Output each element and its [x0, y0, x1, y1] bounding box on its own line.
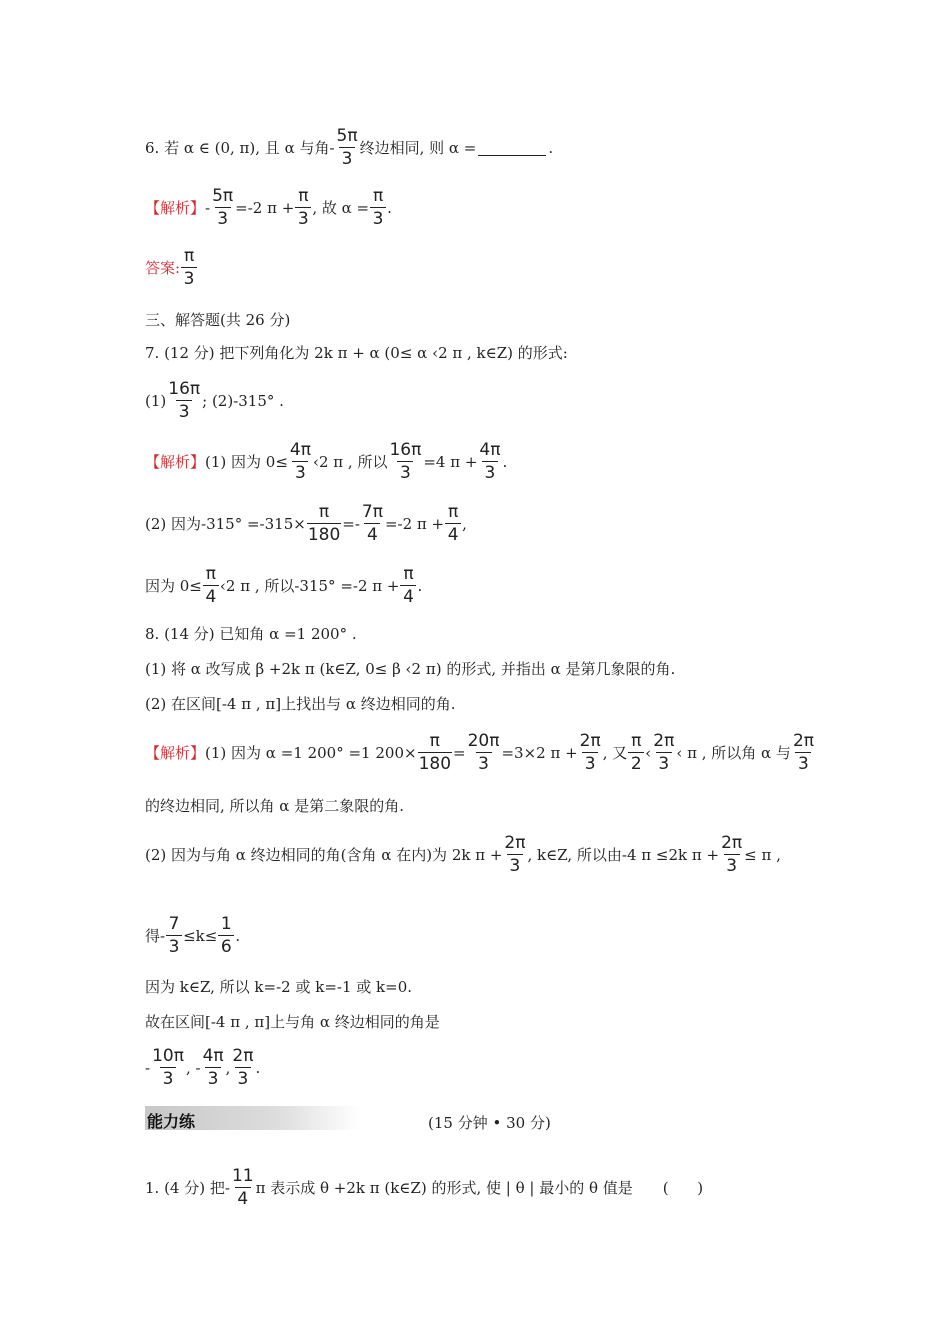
fraction	[467, 733, 501, 773]
text: ≤k≤	[183, 926, 218, 945]
text: , 故 α =	[312, 198, 370, 217]
frac-num: 4π	[479, 440, 501, 460]
analysis-tag: 【解析】	[145, 198, 206, 217]
frac-num: 11	[231, 1166, 254, 1186]
fraction	[445, 504, 461, 544]
q6-answer-blank	[478, 141, 546, 156]
frac-den: 4	[203, 585, 219, 606]
frac-den: 3	[215, 207, 231, 228]
frac-den: 3	[582, 752, 598, 773]
fraction	[289, 442, 312, 482]
frac-num: 4π	[202, 1046, 224, 1066]
q6-answer	[145, 248, 198, 288]
fraction	[202, 1048, 225, 1088]
q7-stem: 7. (12 分) 把下列角化为 2k π + α (0≤ α ‹2 π , k∈Z) 的形式:	[145, 344, 568, 362]
q8-analysis-2	[145, 835, 781, 875]
text: ‹2 π , 所以-315° =-2 π +	[219, 576, 400, 595]
fraction	[418, 733, 452, 773]
frac-den: 3	[724, 854, 740, 875]
analysis-tag: 【解析】	[145, 743, 206, 762]
frac-num: 5π	[212, 186, 234, 206]
text: ‹	[645, 743, 652, 762]
frac-num: π	[631, 731, 642, 751]
q7-parts	[145, 381, 284, 421]
text: 因为 0≤	[145, 576, 202, 595]
frac-den: 4	[445, 523, 461, 544]
fraction	[400, 566, 416, 606]
frac-num: 4π	[289, 440, 311, 460]
q8-analysis-1b: 的终边相同, 所以角 α 是第二象限的角.	[145, 797, 404, 815]
frac-den: 2	[628, 752, 644, 773]
section-time: (15 分钟 • 30 分)	[428, 1114, 551, 1132]
fraction	[218, 916, 234, 956]
frac-num: 1	[220, 914, 232, 934]
frac-num: 2π	[504, 833, 526, 853]
q8-analysis-4: 因为 k∈Z, 所以 k=-2 或 k=-1 或 k=0.	[145, 978, 413, 996]
frac-den: 3	[181, 267, 197, 288]
q6-end: .	[548, 138, 554, 157]
frac-den: 3	[235, 1067, 251, 1088]
frac-den: 3	[656, 752, 672, 773]
frac-den: 6	[218, 935, 234, 956]
frac-num: 2π	[579, 731, 601, 751]
q7-analysis-1	[145, 442, 507, 482]
text: , k∈Z, 所以由-4 π ≤2k π +	[527, 845, 720, 864]
frac-den: 3	[370, 207, 386, 228]
fraction	[167, 381, 201, 421]
fraction	[231, 1168, 255, 1208]
text: , -	[185, 1058, 201, 1077]
text: .	[387, 198, 392, 217]
q6-prefix: 6. 若 α ∈ (0, π), 且 α 与角-	[145, 138, 335, 157]
frac-den: 4	[400, 585, 416, 606]
text: =-2 π +	[235, 198, 295, 217]
analysis-tag: 【解析】	[145, 452, 206, 471]
fraction	[478, 442, 501, 482]
text: , 又	[602, 743, 628, 762]
fraction	[166, 916, 182, 956]
frac-num: 2π	[792, 731, 814, 751]
q8-analysis-3	[145, 916, 240, 956]
fraction	[295, 188, 311, 228]
frac-num: 7	[168, 914, 180, 934]
text: π 表示成 θ +2k π (k∈Z) 的形式, 使 | θ | 最小的 θ 值是	[255, 1178, 633, 1197]
text: ‹2 π , 所以	[312, 452, 388, 471]
text: =3×2 π +	[501, 743, 578, 762]
text: ‹ π , 所以角 α 与	[676, 743, 791, 762]
q6-frac-num: 5π	[336, 126, 358, 146]
frac-num: π	[372, 186, 384, 206]
text: .	[235, 926, 241, 945]
q8-part-1: (1) 将 α 改写成 β +2k π (k∈Z, 0≤ β ‹2 π) 的形式, 并指出 α 是第几象限的角.	[145, 660, 676, 678]
frac-num: π	[448, 502, 459, 522]
frac-num: 2π	[721, 833, 743, 853]
frac-den: 3	[482, 461, 498, 482]
text: =4 π +	[423, 452, 478, 471]
section-title: 三、解答题(共 26 分)	[145, 311, 291, 329]
frac-den: 3	[160, 1067, 176, 1088]
frac-num: 16π	[168, 379, 201, 399]
fraction	[370, 188, 386, 228]
q8-part-2: (2) 在区间[-4 π , π]上找出与 α 终边相同的角.	[145, 695, 456, 713]
fraction	[307, 504, 341, 544]
fraction	[652, 733, 675, 773]
frac-num: π	[429, 731, 440, 751]
fraction	[231, 1048, 254, 1088]
q8-analysis-1	[145, 733, 816, 773]
text: =	[453, 743, 466, 762]
q6-fraction	[336, 128, 359, 168]
q8-analysis-6	[145, 1048, 260, 1088]
fraction	[628, 733, 644, 773]
q6-analysis	[145, 188, 392, 228]
frac-den: 4	[364, 523, 380, 544]
text: (1) 因为 0≤	[205, 452, 288, 471]
frac-num: π	[403, 564, 414, 584]
fraction	[503, 835, 526, 875]
text: =-	[342, 514, 360, 533]
text: (2) 因为与角 α 终边相同的角(含角 α 在内)为 2k π +	[145, 845, 503, 864]
text: .	[502, 452, 508, 471]
text: ≤ π ,	[744, 845, 781, 864]
answer-paren: ( )	[662, 1178, 704, 1197]
answer-label: 答案:	[145, 258, 181, 277]
text: 得-	[145, 926, 166, 945]
frac-den: 4	[235, 1187, 251, 1208]
frac-den: 180	[418, 754, 452, 774]
q8-analysis-5: 故在区间[-4 π , π]上与角 α 终边相同的角是	[145, 1013, 440, 1031]
fraction	[720, 835, 743, 875]
fraction	[203, 566, 219, 606]
fraction	[211, 188, 234, 228]
q1-line	[145, 1168, 703, 1208]
text: (1)	[145, 391, 167, 410]
text: (2) 因为-315° =-315×	[145, 514, 306, 533]
frac-den: 180	[307, 525, 341, 545]
fraction	[388, 442, 422, 482]
section-banner-label: 能力练	[147, 1112, 196, 1131]
frac-num: π	[183, 246, 195, 266]
frac-den: 3	[295, 207, 311, 228]
q6-suffix: 终边相同, 则 α =	[359, 138, 477, 157]
q8-stem: 8. (14 分) 已知角 α =1 200° .	[145, 625, 357, 643]
frac-den: 3	[397, 461, 413, 482]
frac-num: 7π	[361, 502, 383, 522]
fraction	[792, 733, 815, 773]
text: (1) 因为 α =1 200° =1 200×	[205, 743, 417, 762]
frac-den: 3	[507, 854, 523, 875]
answer-fraction	[181, 248, 197, 288]
section-banner	[145, 1106, 360, 1130]
q6-frac-den: 3	[339, 147, 355, 168]
q6-line	[145, 128, 553, 168]
frac-den: 3	[205, 1067, 221, 1088]
q7-analysis-3	[145, 566, 422, 606]
frac-den: 3	[176, 400, 192, 421]
frac-num: 20π	[467, 731, 500, 751]
frac-num: π	[318, 502, 330, 522]
text: .	[255, 1058, 261, 1077]
fraction	[361, 504, 384, 544]
text: ; (2)-315° .	[202, 391, 284, 410]
frac-den: 3	[292, 461, 308, 482]
frac-num: 10π	[152, 1046, 184, 1066]
text: ,	[462, 514, 467, 533]
frac-den: 3	[476, 752, 492, 773]
frac-num: π	[205, 564, 217, 584]
text: =-2 π +	[384, 514, 445, 533]
q7-analysis-2	[145, 504, 467, 544]
frac-num: π	[298, 186, 309, 206]
frac-den: 3	[795, 752, 811, 773]
text: -	[145, 1058, 151, 1077]
text: -	[205, 198, 211, 217]
text: .	[417, 576, 423, 595]
frac-num: 16π	[389, 440, 422, 460]
frac-num: 2π	[653, 731, 675, 751]
fraction	[579, 733, 602, 773]
frac-num: 2π	[232, 1046, 254, 1066]
text: 1. (4 分) 把-	[145, 1178, 230, 1197]
frac-den: 3	[166, 935, 182, 956]
fraction	[151, 1048, 185, 1088]
text: ,	[225, 1058, 231, 1077]
